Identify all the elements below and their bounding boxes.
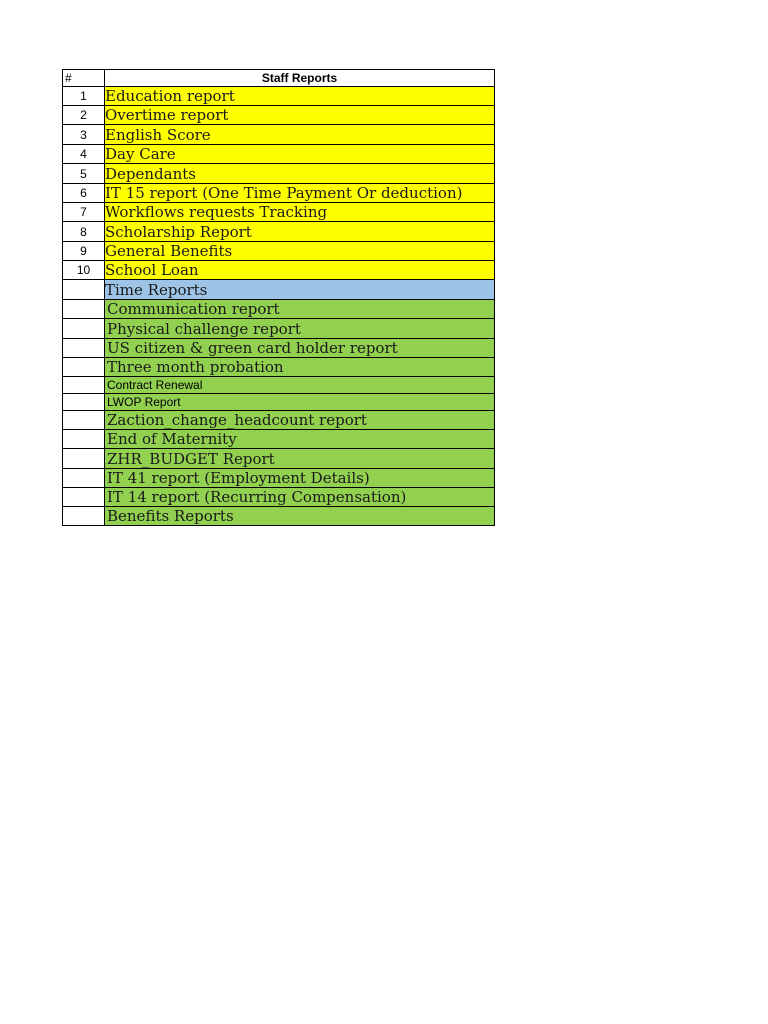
table-row xyxy=(63,319,495,339)
report-name-cell[interactable]: ZHR_BUDGET Report xyxy=(105,449,495,469)
report-name-cell[interactable]: Benefits Reports xyxy=(105,507,495,526)
table-row xyxy=(63,106,495,125)
row-number[interactable]: 4 xyxy=(63,145,105,164)
row-number[interactable]: 7 xyxy=(63,203,105,222)
report-name-cell[interactable]: Day Care xyxy=(105,145,495,164)
report-name-cell[interactable]: School Loan xyxy=(105,261,495,280)
row-number-empty[interactable] xyxy=(63,394,105,411)
table-row xyxy=(63,488,495,507)
table-row xyxy=(63,507,495,526)
report-name-cell[interactable]: Dependants xyxy=(105,164,495,184)
row-number-empty[interactable] xyxy=(63,358,105,377)
table-row xyxy=(63,261,495,280)
row-number[interactable]: 9 xyxy=(63,242,105,261)
row-number[interactable]: 1 xyxy=(63,87,105,106)
table-row xyxy=(63,411,495,430)
row-number-empty[interactable] xyxy=(63,469,105,488)
row-number-empty[interactable] xyxy=(63,488,105,507)
report-name-cell[interactable]: Overtime report xyxy=(105,106,495,125)
table-row xyxy=(63,145,495,164)
staff-reports-table xyxy=(62,69,495,526)
report-name-cell[interactable]: Communication report xyxy=(105,300,495,319)
table-row xyxy=(63,394,495,411)
table-row xyxy=(63,242,495,261)
row-number-empty[interactable] xyxy=(63,339,105,358)
table-row xyxy=(63,164,495,184)
row-number-empty[interactable] xyxy=(63,430,105,449)
table-row xyxy=(63,377,495,394)
table-row xyxy=(63,449,495,469)
report-name-cell[interactable]: General Benefits xyxy=(105,242,495,261)
report-name-cell[interactable]: Three month probation xyxy=(105,358,495,377)
table-row xyxy=(63,280,495,300)
number-column-header[interactable]: # xyxy=(63,70,105,87)
table-row xyxy=(63,358,495,377)
report-name-cell[interactable]: Contract Renewal xyxy=(105,377,495,394)
report-name-cell[interactable]: IT 15 report (One Time Payment Or deduction) xyxy=(105,184,495,203)
header-row xyxy=(63,70,495,87)
table-row xyxy=(63,203,495,222)
table-row xyxy=(63,430,495,449)
table-row xyxy=(63,300,495,319)
time-reports-section-cell[interactable]: Time Reports xyxy=(105,280,495,300)
report-name-cell[interactable]: Scholarship Report xyxy=(105,222,495,242)
row-number-empty[interactable] xyxy=(63,507,105,526)
report-name-cell[interactable]: Education report xyxy=(105,87,495,106)
row-number[interactable]: 10 xyxy=(63,261,105,280)
row-number-empty[interactable] xyxy=(63,300,105,319)
report-name-cell[interactable]: Zaction_change_headcount report xyxy=(105,411,495,430)
row-number-empty[interactable] xyxy=(63,377,105,394)
staff-reports-header[interactable]: Staff Reports xyxy=(105,70,495,87)
table-row xyxy=(63,125,495,145)
report-name-cell[interactable]: LWOP Report xyxy=(105,394,495,411)
report-name-cell[interactable]: English Score xyxy=(105,125,495,145)
table-row xyxy=(63,339,495,358)
report-name-cell[interactable]: Physical challenge report xyxy=(105,319,495,339)
report-name-cell[interactable]: Workflows requests Tracking xyxy=(105,203,495,222)
row-number-empty[interactable] xyxy=(63,319,105,339)
row-number[interactable]: 8 xyxy=(63,222,105,242)
report-name-cell[interactable]: End of Maternity xyxy=(105,430,495,449)
table-row xyxy=(63,469,495,488)
table-row xyxy=(63,87,495,106)
row-number[interactable]: 6 xyxy=(63,184,105,203)
row-number-empty[interactable] xyxy=(63,449,105,469)
row-number[interactable]: 3 xyxy=(63,125,105,145)
report-name-cell[interactable]: IT 14 report (Recurring Compensation) xyxy=(105,488,495,507)
row-number[interactable]: 2 xyxy=(63,106,105,125)
report-name-cell[interactable]: US citizen & green card holder report xyxy=(105,339,495,358)
table-row xyxy=(63,222,495,242)
row-number[interactable]: 5 xyxy=(63,164,105,184)
row-number-empty[interactable] xyxy=(63,411,105,430)
table-row xyxy=(63,184,495,203)
row-number-empty[interactable] xyxy=(63,280,105,300)
report-name-cell[interactable]: IT 41 report (Employment Details) xyxy=(105,469,495,488)
